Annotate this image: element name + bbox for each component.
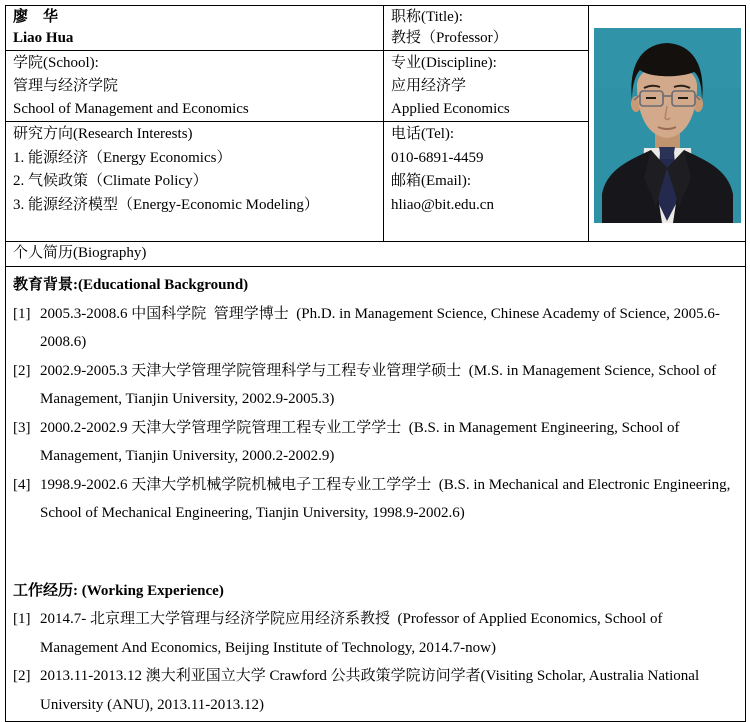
research-item: 3. 能源经济模型（Energy-Economic Modeling） <box>13 196 319 213</box>
school-name-en: School of Management and Economics <box>13 101 249 117</box>
work-experience-heading: 工作经历: (Working Experience) <box>13 582 224 599</box>
item-marker: [3] <box>13 419 31 436</box>
row-name-title <box>6 6 746 51</box>
item-text: 2013.11-2013.12 澳大利亚国立大学 Crawford 公共政策学院访问学者(Visiting Scholar, Australia National University (ANU), 2013.11-2013.12) <box>40 668 703 713</box>
email-value: hliao@bit.edu.cn <box>391 196 494 213</box>
education-item <box>13 357 736 414</box>
row-biography-header <box>6 242 746 267</box>
biography-label: 个人简历(Biography) <box>13 245 147 261</box>
research-interests-cell <box>6 122 384 242</box>
name-cell <box>6 6 384 51</box>
item-text: 2000.2-2002.9 天津大学管理学院管理工程专业工学学士 (B.S. in Management Engineering, School of Management, Tianjin University, 2000.2-2002.9) <box>40 419 684 464</box>
name-chinese: 廖 华 <box>13 9 59 25</box>
item-marker: [2] <box>13 668 31 684</box>
education-item <box>13 300 736 357</box>
research-label: 研究方向(Research Interests) <box>13 126 193 142</box>
tel-value: 010-6891-4459 <box>391 149 484 166</box>
faculty-profile-table <box>5 5 746 722</box>
item-marker: [1] <box>13 305 31 322</box>
education-item <box>13 471 736 528</box>
item-marker: [2] <box>13 362 31 379</box>
item-marker: [1] <box>13 611 31 627</box>
contact-cell <box>384 122 589 242</box>
title-cell <box>384 6 589 51</box>
work-item <box>13 662 736 719</box>
item-text: 2014.7- 北京理工大学管理与经济学院应用经济系教授 (Professor of Applied Economics, School of Management And Economics, Beijing Institute of Technology, 2014.7-now) <box>40 611 667 656</box>
item-text: 1998.9-2002.6 天津大学机械学院机械电子工程专业工学学士 (B.S. in Mechanical and Electronic Engineering, School of Mechanical Engineering, Tianjin University, 1998.9-2002.6) <box>40 476 735 521</box>
education-item <box>13 414 736 471</box>
discipline-en: Applied Economics <box>391 101 510 117</box>
name-english: Liao Hua <box>13 30 74 46</box>
biography-content-cell <box>6 267 746 722</box>
photo-cell <box>589 6 746 242</box>
title-value: 教授（Professor） <box>391 30 508 46</box>
title-label: 职称(Title): <box>391 9 463 25</box>
portrait-photo-drawing <box>594 28 741 223</box>
discipline-label: 专业(Discipline): <box>391 55 497 71</box>
research-item: 2. 气候政策（Climate Policy） <box>13 173 208 189</box>
school-cell <box>6 51 384 122</box>
email-label: 邮箱(Email): <box>391 173 471 189</box>
tel-label: 电话(Tel): <box>391 126 455 142</box>
research-list <box>13 147 377 218</box>
school-label: 学院(School): <box>13 55 99 71</box>
profile-photo <box>594 28 741 223</box>
research-item: 1. 能源经济（Energy Economics） <box>13 149 232 166</box>
item-text: 2002.9-2005.3 天津大学管理学院管理科学与工程专业管理学硕士 (M.S. in Management Science, School of Management, Tianjin University, 2002.9-2005.3) <box>40 362 720 407</box>
row-biography-content <box>6 267 746 722</box>
biography-header-cell <box>6 242 746 267</box>
education-heading: 教育背景:(Educational Background) <box>13 277 249 293</box>
discipline-cell <box>384 51 589 122</box>
school-name-cn: 管理与经济学院 <box>13 78 119 94</box>
work-item <box>13 605 736 662</box>
discipline-cn: 应用经济学 <box>391 78 467 94</box>
item-marker: [4] <box>13 476 31 493</box>
item-text: 2005.3-2008.6 中国科学院 管理学博士 (Ph.D. in Management Science, Chinese Academy of Science, 2005.6-2008.6) <box>40 305 720 350</box>
